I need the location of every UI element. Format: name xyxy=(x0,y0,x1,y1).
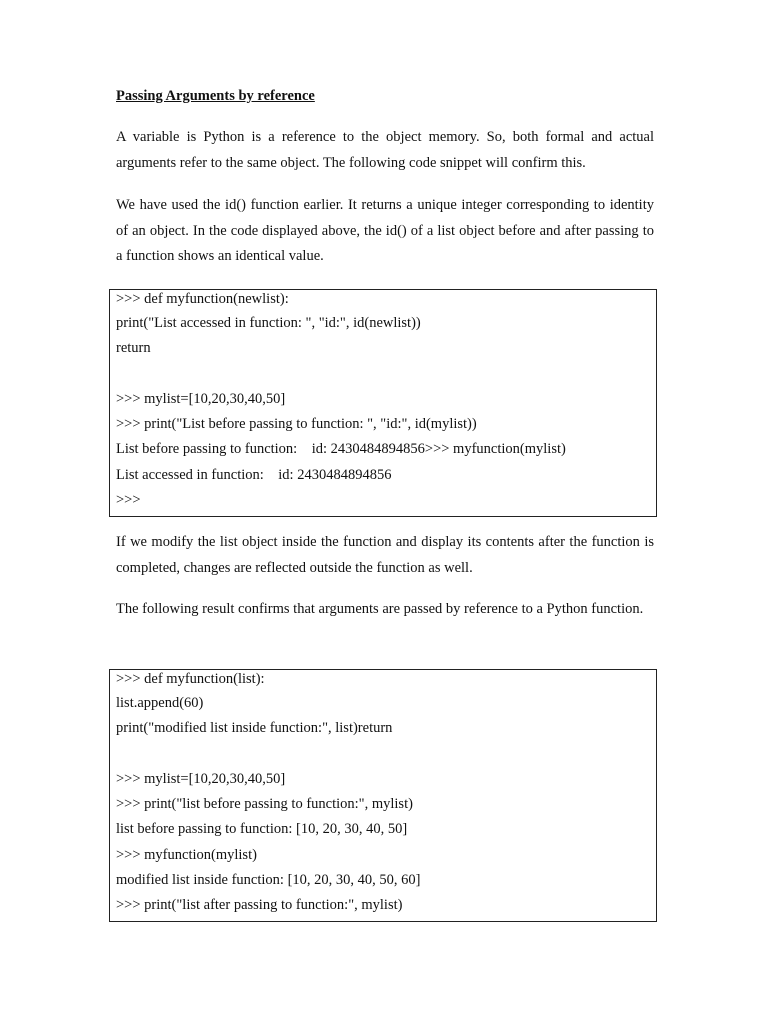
code-line: >>> xyxy=(116,492,141,509)
code-line: List before passing to function: id: 2430484894856>>> myfunction(mylist) xyxy=(116,441,566,458)
code-line: return xyxy=(116,340,151,357)
paragraph-modify-list: If we modify the list object inside the function and display its contents after the function is completed, changes are reflected outside the function as well. xyxy=(116,534,654,576)
code-line: >>> print("list before passing to function:", mylist) xyxy=(116,796,413,813)
code-line: >>> print("list after passing to function:", mylist) xyxy=(116,897,403,914)
code-line xyxy=(116,742,650,767)
code-line: modified list inside function: [10, 20, 30, 40, 50, 60] xyxy=(116,872,421,889)
code-line: >>> def myfunction(newlist): xyxy=(116,291,289,307)
paragraph-id-function: We have used the id() function earlier. It returns a unique integer corresponding to identity of an object. In the code displayed above, the id() of a list object before and after passing to a function shows an identical value. xyxy=(116,197,654,264)
section-heading: Passing Arguments by reference xyxy=(116,88,315,104)
code-line: >>> mylist=[10,20,30,40,50] xyxy=(116,770,286,787)
code-block-id-example xyxy=(109,289,657,517)
code-line: >>> def myfunction(list): xyxy=(116,671,265,687)
code-line: List accessed in function: id: 2430484894856 xyxy=(116,466,392,483)
code-line: >>> print("List before passing to function: ", "id:", id(mylist)) xyxy=(116,416,477,433)
code-line: >>> myfunction(mylist) xyxy=(116,846,257,863)
code-line: >>> mylist=[10,20,30,40,50] xyxy=(116,390,286,407)
code-block-append-example xyxy=(109,669,657,922)
paragraph-result: The following result confirms that arguments are passed by reference to a Python function. xyxy=(116,601,644,617)
paragraph-intro: A variable is Python is a reference to the object memory. So, both formal and actual arguments refer to the same object. The following code snippet will confirm this. xyxy=(116,129,654,171)
code-line: print("modified list inside function:", list)return xyxy=(116,720,393,737)
code-line xyxy=(116,362,650,387)
code-line: list before passing to function: [10, 20, 30, 40, 50] xyxy=(116,821,408,838)
code-line: list.append(60) xyxy=(116,695,204,711)
code-line: print("List accessed in function: ", "id:", id(newlist)) xyxy=(116,315,421,331)
